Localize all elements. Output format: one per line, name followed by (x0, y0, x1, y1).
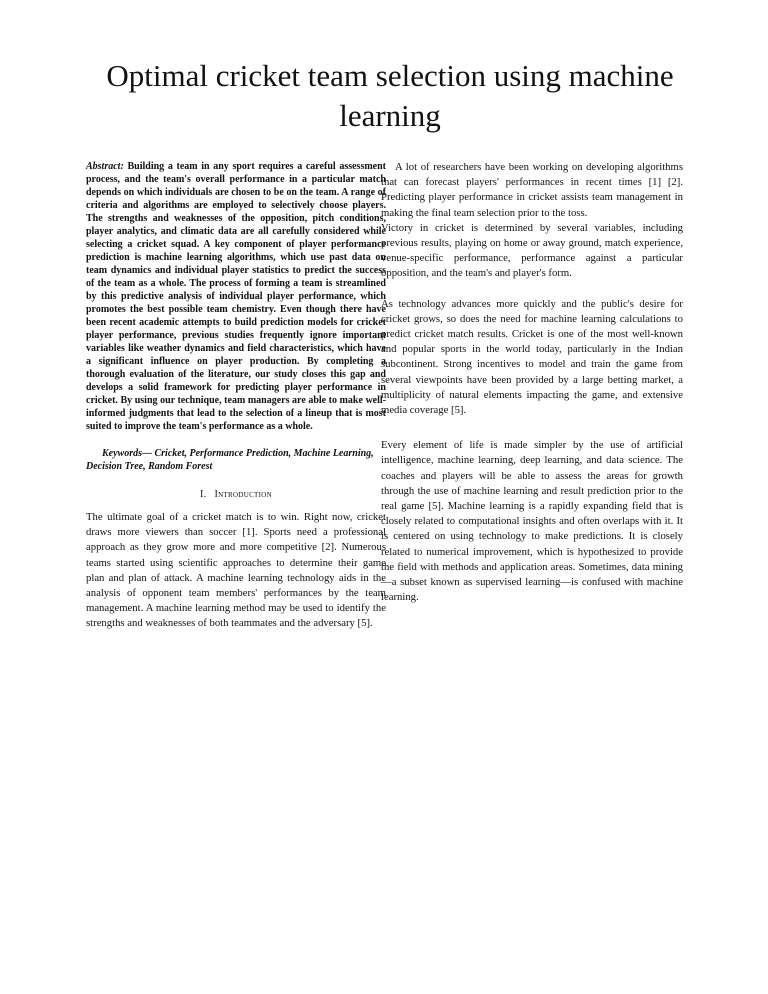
section-heading (86, 489, 386, 500)
intro-paragraph-3: Victory in cricket is determined by several variables, including previous results, playing on home or away ground, match experience, venue-specific performance, performance against a particular opposition, and the team's and player's form. (381, 221, 683, 280)
section-title: Introduction (214, 489, 272, 500)
left-column (86, 160, 386, 632)
keywords: Keywords— Cricket, Performance Prediction, Machine Learning, Decision Tree, Random Forest (86, 448, 374, 472)
abstract: Abstract: Building a team in any sport requires a careful assessment process, and the team's overall performance in a particular match depends on which individuals are chosen to be on the team. A range of criteria and algorithms are employed to selectively choose players. The strengths and weaknesses of the opposition, pitch conditions, player analytics, and climatic data are all carefully considered while selecting a cricket squad. A key component of player performance prediction is machine learning algorithms, which use past data on team dynamics and individual player statistics to predict the success of the team as a whole. The process of forming a team is streamlined by this predictive analysis of individual player performance, which promotes the best possible team chemistry. Even though there have been recent academic attempts to build prediction models for cricket player performance, previous studies frequently ignore important variables like weather dynamics and field characteristics, which have a significant influence on player production. By completing a thorough evaluation of the literature, our study closes this gap and develops a solid framework for predicting player performance in cricket. By using our technique, team managers are able to make well-informed judgments that lead to the selection of a lineup that is most suited to improve the team's performance as a whole. (86, 161, 386, 432)
intro-paragraph-5: Every element of life is made simpler by the use of artificial intelligence, machine learning, deep learning, and data science. The coaches and players will be able to assess the areas for growth through the use of machine learning and result prediction prior to the real game [5]. Machine learning is a rapidly expanding field that is closely related to computational insights and often overlaps with it. It is centered on using technology to make predictions. It is closely related to numerical improvement, which is hypothesized to provide the field with methods and application areas. Sometimes, data mining—a subset known as supervised learning—is confused with machine learning. (381, 439, 683, 604)
intro-paragraph-4: As technology advances more quickly and the public's desire for cricket grows, so does the need for machine learning calculations to predict cricket match results. Cricket is one of the most well-known and popular sports in the world today, particularly in the Indian subcontinent. Strong incentives to model and train the game from several viewpoints have been provided by a large betting market, a multiplicity of natural elements impacting the game, and extensive media coverage [5]. (381, 297, 683, 417)
abstract-text: Building a team in any sport requires a careful assessment process, and the team's overall performance in a particular match depends on which individuals are chosen to be on the team. A range of criteria and algorithms are employed to selectively choose players. The strengths and weaknesses of the opposition, pitch conditions, player analytics, and climatic data are all carefully considered while selecting a cricket squad. A key component of player performance prediction is machine learning algorithms, which use past data on team dynamics and individual player statistics to predict the success of the team as a whole. The process of forming a team is streamlined by this predictive analysis of individual player performance, which promotes the best possible team chemistry. Even though there have been recent academic attempts to build prediction models for cricket player performance, previous studies frequently ignore important variables like weather dynamics and field characteristics, which have a significant influence on player production. By completing a thorough evaluation of the literature, our study closes this gap and develops a solid framework for predicting player performance in cricket. By using our technique, team managers are able to make well-informed judgments that lead to the selection of a lineup that is most suited to improve the team's performance as a whole. (86, 161, 386, 432)
intro-paragraph-2: A lot of researchers have been working on developing algorithms that can forecast players' performances in recent times [1] [2]. Predicting player performance in cricket assists team management in making the final team selection prior to the toss. (381, 161, 683, 219)
abstract-label: Abstract (86, 161, 121, 172)
intro-paragraph-1: The ultimate goal of a cricket match is to win. Right now, cricket draws more viewers than soccer [1]. Sports need a professional approach as they grow more and more competitive [2]. Numerous teams started using scientific approaches to determine their game plan and plan of attack. A machine learning technology aids in the analysis of opponent team members' performances by the team management. A machine learning method may be used to identify the strengths and weaknesses of both teammates and the adversary [5]. (86, 511, 386, 630)
right-column (381, 160, 683, 605)
section-number: I. (200, 489, 207, 500)
paper-title: Optimal cricket team selection using machine learning (106, 58, 674, 133)
